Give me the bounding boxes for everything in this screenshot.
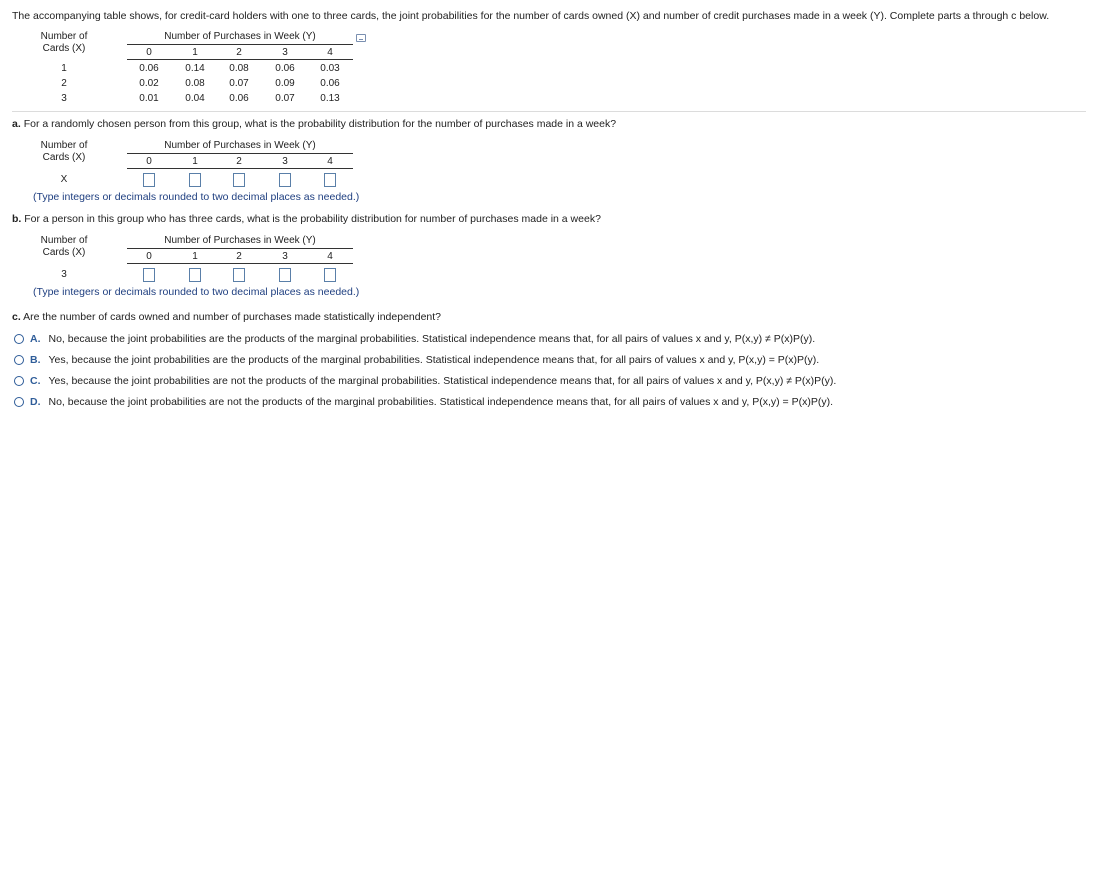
part-a-hint: (Type integers or decimals rounded to two decimal places as needed.) [33, 191, 360, 203]
part-b-label: b. [12, 213, 22, 225]
table-cell: 0.04 [185, 93, 205, 104]
intro-text: The accompanying table shows, for credit-card holders with one to three cards, the joint probabilities for the number of cards owned (X) and number of credit purchases made in a week (Y). Complete parts a through c below. [12, 10, 1050, 22]
table-cell: 0.14 [185, 63, 205, 74]
radio-icon[interactable] [14, 334, 24, 344]
radio-icon[interactable] [14, 355, 24, 365]
part-a-question [12, 118, 616, 130]
copy-table-icon[interactable] [356, 34, 366, 42]
row-header-line1: Number of [40, 140, 88, 151]
option-text: No, because the joint probabilities are the products of the marginal probabilities. Statistical independence means that, for all pairs of values x and y, P(x,y) ≠ P(x)P(y). [48, 333, 816, 345]
option-a[interactable] [14, 333, 815, 345]
option-text: Yes, because the joint probabilities are not the products of the marginal probabilities. Statistical independence means that, for all pairs of values x and y, P(x,y) ≠ P(x)P(y). [48, 375, 837, 387]
col-header: 4 [327, 47, 333, 58]
row-header [29, 140, 99, 164]
part-b-input-y0[interactable] [143, 268, 155, 282]
col-header: 1 [192, 251, 198, 262]
table-cell: 0.09 [275, 78, 295, 89]
part-b-input-y2[interactable] [233, 268, 245, 282]
col-header: 4 [327, 156, 333, 167]
col-header: 3 [282, 156, 288, 167]
option-letter: C. [30, 375, 41, 387]
row-label: 1 [61, 63, 67, 74]
table-cell: 0.06 [229, 93, 249, 104]
part-a-text: For a randomly chosen person from this group, what is the probability distribution for the number of purchases made in a week? [23, 118, 617, 130]
section-divider [12, 111, 1086, 112]
row-header-line2: Cards (X) [42, 152, 86, 163]
table-cell: 0.08 [185, 78, 205, 89]
row-header [29, 31, 99, 55]
option-text: No, because the joint probabilities are not the products of the marginal probabilities. Statistical independence means that, for all pairs of values x and y, P(x,y) = P(x)P(y). [48, 396, 834, 408]
table-cell: 0.06 [320, 78, 340, 89]
header-rule [127, 59, 353, 60]
header-rule [127, 263, 353, 264]
part-b-hint: (Type integers or decimals rounded to two decimal places as needed.) [33, 286, 360, 298]
col-header: 1 [192, 47, 198, 58]
header-rule [127, 248, 353, 249]
column-group-header: Number of Purchases in Week (Y) [164, 140, 316, 151]
col-header: 0 [146, 47, 152, 58]
part-b-input-y1[interactable] [189, 268, 201, 282]
row-label: 3 [61, 269, 67, 280]
radio-icon[interactable] [14, 376, 24, 386]
option-c[interactable] [14, 375, 836, 387]
option-letter: B. [30, 354, 41, 366]
table-cell: 0.13 [320, 93, 340, 104]
row-label: 2 [61, 78, 67, 89]
row-label: 3 [61, 93, 67, 104]
column-group-header: Number of Purchases in Week (Y) [164, 31, 316, 42]
col-header: 0 [146, 251, 152, 262]
radio-icon[interactable] [14, 397, 24, 407]
column-group-header: Number of Purchases in Week (Y) [164, 235, 316, 246]
col-header: 4 [327, 251, 333, 262]
col-header: 0 [146, 156, 152, 167]
part-a-input-y1[interactable] [189, 173, 201, 187]
part-c-text: Are the number of cards owned and number of purchases made statistically independent? [23, 311, 442, 323]
col-header: 2 [236, 47, 242, 58]
option-d[interactable] [14, 396, 833, 408]
row-header [29, 235, 99, 259]
part-c-label: c. [12, 311, 21, 323]
col-header: 2 [236, 251, 242, 262]
part-a-input-y2[interactable] [233, 173, 245, 187]
header-rule [127, 44, 353, 45]
table-cell: 0.07 [275, 93, 295, 104]
part-a-label: a. [12, 118, 21, 130]
table-cell: 0.08 [229, 63, 249, 74]
part-b-input-y3[interactable] [279, 268, 291, 282]
table-cell: 0.06 [275, 63, 295, 74]
col-header: 2 [236, 156, 242, 167]
row-label: X [60, 174, 68, 185]
part-b-text: For a person in this group who has three cards, what is the probability distribution for number of purchases made in a week? [24, 213, 601, 225]
part-b-input-y4[interactable] [324, 268, 336, 282]
option-letter: A. [30, 333, 41, 345]
part-a-input-y4[interactable] [324, 173, 336, 187]
table-cell: 0.06 [139, 63, 159, 74]
table-cell: 0.01 [139, 93, 159, 104]
col-header: 3 [282, 47, 288, 58]
row-header-line1: Number of [40, 31, 88, 42]
option-text: Yes, because the joint probabilities are the products of the marginal probabilities. Statistical independence means that, for all pairs of values x and y, P(x,y) = P(x)P(y). [48, 354, 820, 366]
option-b[interactable] [14, 354, 819, 366]
row-header-line1: Number of [40, 235, 88, 246]
table-cell: 0.07 [229, 78, 249, 89]
table-cell: 0.02 [139, 78, 159, 89]
header-rule [127, 168, 353, 169]
row-header-line2: Cards (X) [42, 247, 86, 258]
part-a-input-y0[interactable] [143, 173, 155, 187]
option-letter: D. [30, 396, 41, 408]
row-header-line2: Cards (X) [42, 43, 86, 54]
part-a-input-y3[interactable] [279, 173, 291, 187]
table-cell: 0.03 [320, 63, 340, 74]
col-header: 1 [192, 156, 198, 167]
header-rule [127, 153, 353, 154]
col-header: 3 [282, 251, 288, 262]
part-b-question [12, 213, 601, 225]
part-c-question [12, 311, 441, 323]
